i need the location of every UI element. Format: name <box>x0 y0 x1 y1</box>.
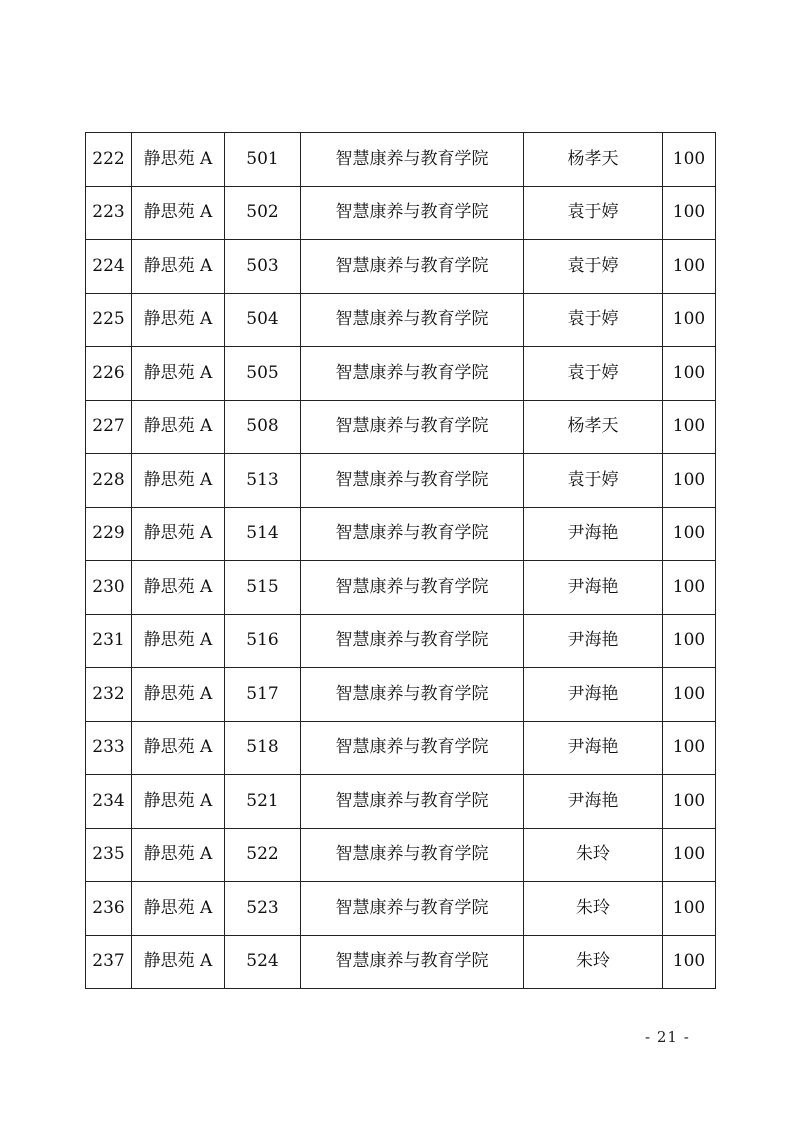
room-cell: 503 <box>225 240 301 294</box>
college-cell: 智慧康养与教育学院 <box>301 400 524 454</box>
college-cell: 智慧康养与教育学院 <box>301 507 524 561</box>
teacher-cell: 杨孝天 <box>524 133 663 187</box>
table-row <box>86 935 716 989</box>
table-row <box>86 133 716 187</box>
score-cell: 100 <box>663 882 716 936</box>
building-cell: 静思苑 A <box>132 614 225 668</box>
teacher-cell: 尹海艳 <box>524 668 663 722</box>
room-cell: 516 <box>225 614 301 668</box>
table-row <box>86 186 716 240</box>
room-cell: 514 <box>225 507 301 561</box>
room-cell: 521 <box>225 775 301 829</box>
teacher-cell: 袁于婷 <box>524 186 663 240</box>
teacher-cell: 朱玲 <box>524 882 663 936</box>
row-number-cell: 230 <box>86 561 132 615</box>
college-cell: 智慧康养与教育学院 <box>301 935 524 989</box>
row-number-cell: 226 <box>86 347 132 401</box>
row-number-cell: 225 <box>86 293 132 347</box>
building-cell: 静思苑 A <box>132 186 225 240</box>
building-cell: 静思苑 A <box>132 133 225 187</box>
college-cell: 智慧康养与教育学院 <box>301 882 524 936</box>
page-number: - 21 - <box>645 1028 690 1046</box>
college-cell: 智慧康养与教育学院 <box>301 668 524 722</box>
room-cell: 504 <box>225 293 301 347</box>
teacher-cell: 朱玲 <box>524 828 663 882</box>
building-cell: 静思苑 A <box>132 347 225 401</box>
room-cell: 501 <box>225 133 301 187</box>
score-cell: 100 <box>663 668 716 722</box>
score-cell: 100 <box>663 935 716 989</box>
row-number-cell: 236 <box>86 882 132 936</box>
teacher-cell: 袁于婷 <box>524 454 663 508</box>
table-row <box>86 347 716 401</box>
table-row <box>86 293 716 347</box>
score-cell: 100 <box>663 133 716 187</box>
table-row <box>86 240 716 294</box>
teacher-cell: 朱玲 <box>524 935 663 989</box>
college-cell: 智慧康养与教育学院 <box>301 828 524 882</box>
college-cell: 智慧康养与教育学院 <box>301 561 524 615</box>
score-cell: 100 <box>663 454 716 508</box>
teacher-cell: 杨孝天 <box>524 400 663 454</box>
room-cell: 502 <box>225 186 301 240</box>
table-row <box>86 721 716 775</box>
row-number-cell: 231 <box>86 614 132 668</box>
row-number-cell: 227 <box>86 400 132 454</box>
score-cell: 100 <box>663 240 716 294</box>
score-cell: 100 <box>663 293 716 347</box>
table-row <box>86 882 716 936</box>
college-cell: 智慧康养与教育学院 <box>301 454 524 508</box>
room-cell: 505 <box>225 347 301 401</box>
building-cell: 静思苑 A <box>132 400 225 454</box>
score-cell: 100 <box>663 347 716 401</box>
score-cell: 100 <box>663 614 716 668</box>
building-cell: 静思苑 A <box>132 775 225 829</box>
building-cell: 静思苑 A <box>132 507 225 561</box>
college-cell: 智慧康养与教育学院 <box>301 347 524 401</box>
room-cell: 522 <box>225 828 301 882</box>
building-cell: 静思苑 A <box>132 882 225 936</box>
room-cell: 513 <box>225 454 301 508</box>
score-cell: 100 <box>663 775 716 829</box>
teacher-cell: 尹海艳 <box>524 561 663 615</box>
room-cell: 523 <box>225 882 301 936</box>
table-row <box>86 561 716 615</box>
table-body <box>86 133 716 989</box>
score-cell: 100 <box>663 721 716 775</box>
building-cell: 静思苑 A <box>132 935 225 989</box>
teacher-cell: 尹海艳 <box>524 507 663 561</box>
row-number-cell: 233 <box>86 721 132 775</box>
row-number-cell: 228 <box>86 454 132 508</box>
table-row <box>86 507 716 561</box>
dormitory-score-table <box>85 132 716 989</box>
teacher-cell: 尹海艳 <box>524 721 663 775</box>
teacher-cell: 袁于婷 <box>524 347 663 401</box>
table-row <box>86 454 716 508</box>
score-cell: 100 <box>663 828 716 882</box>
row-number-cell: 235 <box>86 828 132 882</box>
teacher-cell: 尹海艳 <box>524 775 663 829</box>
table-row <box>86 668 716 722</box>
building-cell: 静思苑 A <box>132 293 225 347</box>
room-cell: 524 <box>225 935 301 989</box>
room-cell: 518 <box>225 721 301 775</box>
table-row <box>86 775 716 829</box>
room-cell: 517 <box>225 668 301 722</box>
row-number-cell: 229 <box>86 507 132 561</box>
table-row <box>86 400 716 454</box>
building-cell: 静思苑 A <box>132 721 225 775</box>
row-number-cell: 224 <box>86 240 132 294</box>
row-number-cell: 232 <box>86 668 132 722</box>
college-cell: 智慧康养与教育学院 <box>301 775 524 829</box>
building-cell: 静思苑 A <box>132 668 225 722</box>
room-cell: 508 <box>225 400 301 454</box>
college-cell: 智慧康养与教育学院 <box>301 186 524 240</box>
row-number-cell: 222 <box>86 133 132 187</box>
score-cell: 100 <box>663 561 716 615</box>
teacher-cell: 袁于婷 <box>524 240 663 294</box>
score-cell: 100 <box>663 507 716 561</box>
row-number-cell: 237 <box>86 935 132 989</box>
room-cell: 515 <box>225 561 301 615</box>
teacher-cell: 尹海艳 <box>524 614 663 668</box>
building-cell: 静思苑 A <box>132 240 225 294</box>
score-cell: 100 <box>663 186 716 240</box>
score-cell: 100 <box>663 400 716 454</box>
building-cell: 静思苑 A <box>132 828 225 882</box>
college-cell: 智慧康养与教育学院 <box>301 614 524 668</box>
row-number-cell: 234 <box>86 775 132 829</box>
teacher-cell: 袁于婷 <box>524 293 663 347</box>
row-number-cell: 223 <box>86 186 132 240</box>
college-cell: 智慧康养与教育学院 <box>301 240 524 294</box>
college-cell: 智慧康养与教育学院 <box>301 721 524 775</box>
college-cell: 智慧康养与教育学院 <box>301 293 524 347</box>
building-cell: 静思苑 A <box>132 454 225 508</box>
table-row <box>86 614 716 668</box>
college-cell: 智慧康养与教育学院 <box>301 133 524 187</box>
building-cell: 静思苑 A <box>132 561 225 615</box>
table-row <box>86 828 716 882</box>
